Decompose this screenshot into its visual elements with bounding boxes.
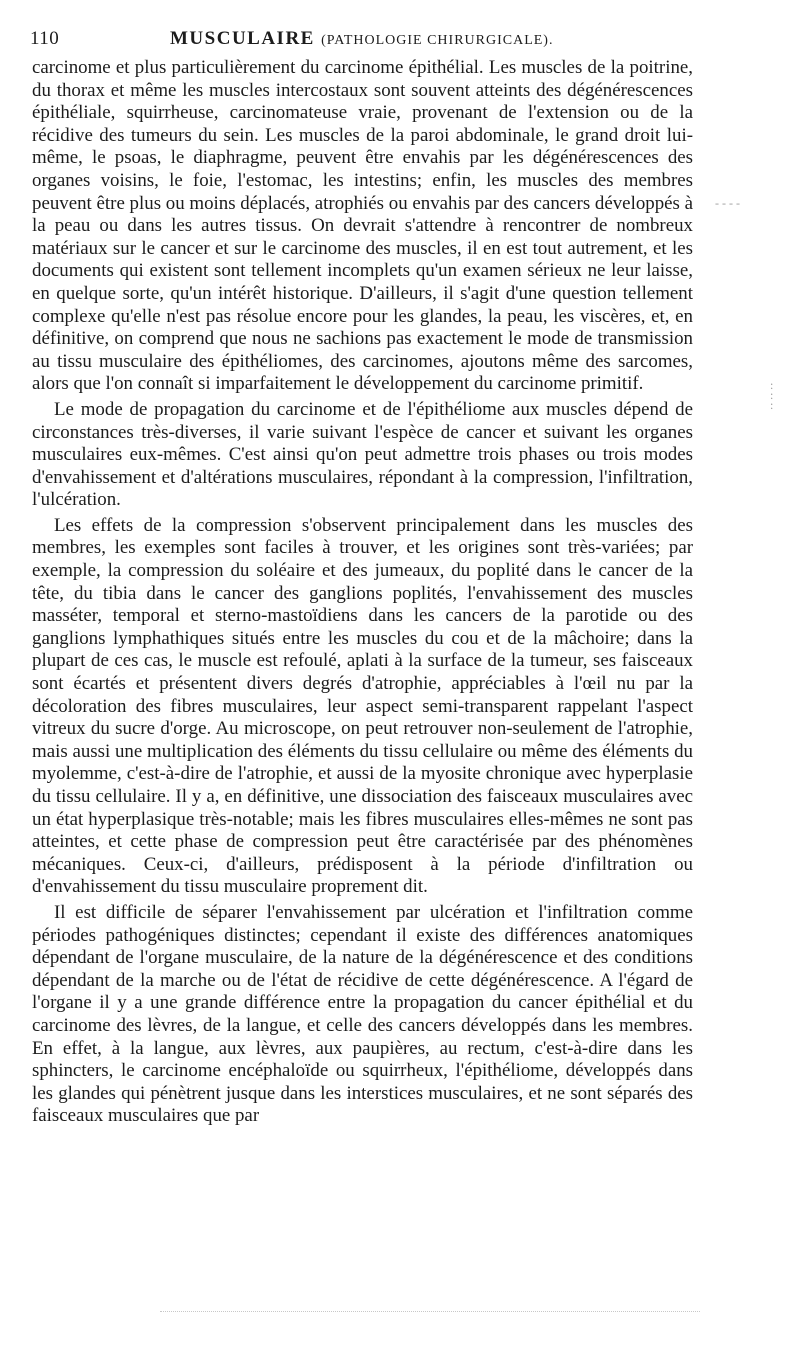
page-header — [30, 28, 700, 56]
body-text — [32, 57, 693, 1128]
running-head-title: MUSCULAIRE — [170, 28, 315, 49]
paragraph-3: Les effets de la compression s'observent principalement dans les muscles des membres, les exemples sont faciles à trouver, et les origines sont très-variées; par exemple, la compression du soléaire et des jumeaux, du poplité dans le cancer de la tête, du tibia dans le cancer des ganglions poplités, l'envahissement des muscles masséter, temporal et sterno-mastoïdiens dans les cancers de la parotide ou des ganglions lymphathiques situés entre les muscles du cou et de la mâchoire; dans la plupart de ces cas, le muscle est refoulé, aplati à la surface de la tumeur, ses faisceaux sont écartés et présentent divers degrés d'atrophie, appréciables à l'œil nu par la décoloration des fibres musculaires, leur aspect semi-transparent rappelant l'aspect vitreux du sucre d'orge. Au microscope, on peut retrouver non-seulement de l'atrophie, mais aussi une multiplication des éléments du tissu cellulaire ou même des éléments du myolemme, c'est-à-dire de l'atrophie, et aussi de la myosite chronique avec hyperplasie du tissu cellulaire. Il y a, en définitive, une dissociation des faisceaux musculaires avec un état hyperplasique très-notable; mais les fibres musculaires elles-mêmes ne sont pas atteintes, et cette phase de compression peut être caractérisée par des phénomènes mécaniques. Ceux-ci, d'ailleurs, prédisposent à la période d'infiltration ou d'envahissement du tissu musculaire proprement dit. — [32, 514, 693, 898]
margin-smudge: - - - - — [715, 196, 740, 210]
running-head — [170, 28, 553, 50]
margin-smudge: : : : — [770, 378, 774, 412]
footer-smudge — [160, 1311, 700, 1314]
page-number: 110 — [30, 28, 60, 49]
paragraph-2: Le mode de propagation du carcinome et de l'épithéliome aux muscles dépend de circonstances très-diverses, il varie suivant l'espèce de cancer et suivant les organes musculaires eux-mêmes. C'est ainsi qu'on peut admettre trois phases ou trois modes d'envahissement et d'altérations musculaires, répondant à la compression, l'infiltration, l'ulcération. — [32, 398, 693, 511]
paragraph-4: Il est difficile de séparer l'envahissement par ulcération et l'infiltration comme périodes pathogéniques distinctes; cependant il existe des différences anatomiques dépendant de l'organe musculaire, de la nature de la dégénérescence et des conditions dépendant de la marche ou de l'état de récidive de cette dégénérescence. A l'égard de l'organe il y a une grande différence entre la propagation du cancer épithélial et du carcinome des lèvres, de la langue, et celle des cancers développés dans les membres. En effet, à la langue, aux lèvres, aux paupières, au rectum, c'est-à-dire dans les sphincters, le carcinome encéphaloïde ou squirrheux, l'épithéliome, développés dans les glandes qui pénètrent jusque dans les interstices musculaires, et ne sont séparés des faisceaux musculaires que par — [32, 901, 693, 1127]
paragraph-1: carcinome et plus particulièrement du carcinome épithélial. Les muscles de la poitrine, du thorax et même les muscles intercostaux sont souvent atteints des dégénérescences épithéliale, squirrheuse, carcinomateuse vraie, provenant de l'extension ou de la récidive des tumeurs du sein. Les muscles de la paroi abdominale, le grand droit lui-même, le psoas, le diaphragme, peuvent être envahis par les dégénérescences des organes voisins, le foie, l'estomac, les intestins; enfin, les muscles des membres peuvent être plus ou moins déplacés, atrophiés ou envahis par des cancers développés à la peau ou dans les autres tissus. On devrait s'attendre à rencontrer de nombreux matériaux sur le cancer et sur le carcinome des muscles, il en est tout autrement, et les documents qui existent sont tellement incomplets qu'un examen sérieux ne leur laisse, en quelque sorte, qu'un intérêt historique. D'ailleurs, il s'agit d'une question tellement complexe qu'elle n'est pas résolue encore pour les glandes, la peau, les viscères, et, en définitive, on comprend que nous ne sachions pas exactement le mode de transmission au tissu musculaire des épithéliomes, des carcinomes, ajoutons même des sarcomes, alors que l'on connaît si imparfaitement le développement du carcinome primitif. — [32, 57, 693, 395]
running-head-subtitle: (PATHOLOGIE CHIRURGICALE). — [321, 33, 554, 48]
